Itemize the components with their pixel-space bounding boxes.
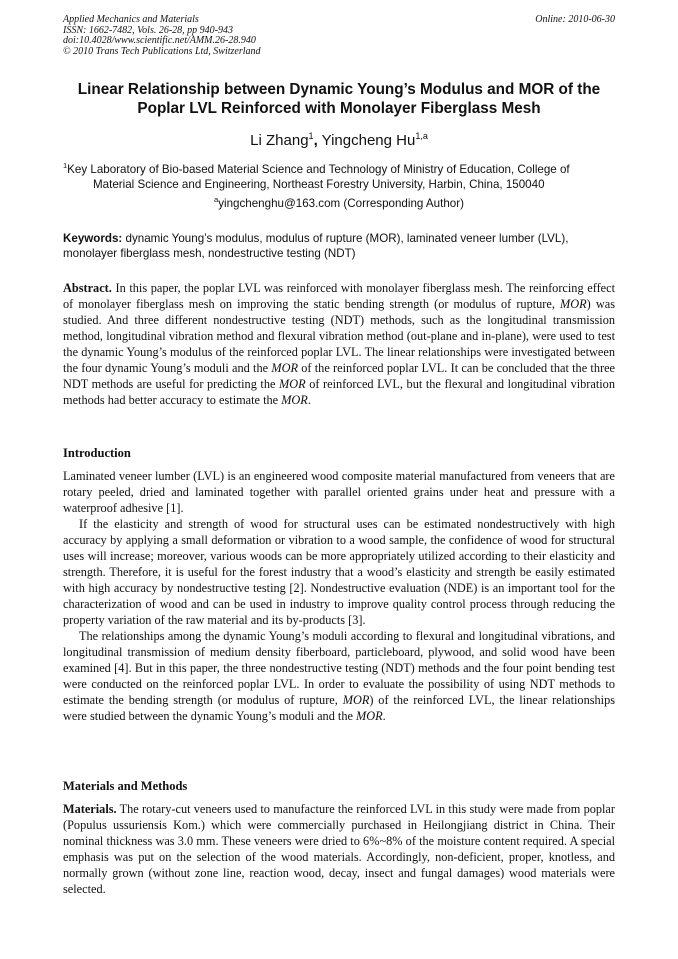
author-affiliation-mark: 1	[308, 131, 314, 141]
abstract-paragraph	[63, 280, 615, 408]
email-mark: a	[214, 195, 219, 204]
copyright-line: © 2010 Trans Tech Publications Ltd, Switzerland	[63, 45, 261, 57]
author-name: Yingcheng Hu	[317, 132, 416, 149]
materials-label: Materials.	[63, 802, 117, 816]
corresponding-email	[40, 195, 638, 210]
abstract-term: MOR	[279, 377, 306, 391]
affiliation-mark: 1	[63, 161, 68, 170]
section-heading-introduction: Introduction	[63, 446, 131, 460]
abstract-text: In this paper, the poplar LVL was reinforced with monolayer fiberglass mesh. The reinforcing effect of monolayer fiberglass mesh on improving the static bending strength (or modulus of rupture,	[63, 281, 615, 311]
intro-text: ) of the reinforced LVL, the linear relationships were studied between the dynamic Young’s moduli and the	[63, 693, 615, 723]
paper-title	[40, 80, 638, 118]
materials-paragraph	[63, 801, 615, 897]
abstract-text: of the reinforced poplar LVL. It can be concluded that the three NDT methods are useful for predicting the	[63, 361, 615, 391]
online-date: Online: 2010-06-30	[535, 14, 615, 25]
keywords-text: dynamic Young’s modulus, modulus of rupture (MOR), laminated veneer lumber (LVL), monolayer fiberglass mesh, nondestructive testing (NDT)	[63, 232, 569, 260]
title-line-2: Poplar LVL Reinforced with Monolayer Fiberglass Mesh	[137, 100, 541, 117]
intro-text: The relationships among the dynamic Young’s moduli according to flexural and longitudinal vibrations, and longitudinal transmission of medium density fiberboard, particleboard, plywood, and solid wood have been examined [4]. But in this paper, the three nondestructive testing (NDT) methods and the four point bending test were conducted on the reinforced poplar LVL. In order to evaluate the possibility of using NDT methods to estimate the bending strength (or modulus of rupture,	[63, 629, 615, 707]
intro-paragraph-1: Laminated veneer lumber (LVL) is an engineered wood composite material manufactured from veneers that are rotary peeled, dried and laminated together with parallel oriented grains under heat and pressure with a waterproof adhesive [1].	[63, 469, 615, 515]
intro-paragraph-2: If the elasticity and strength of wood for structural uses can be estimated nondestructively with high accuracy by applying a small deformation or vibration to a wood sample, the confidence of wood for structural uses will increase; moreover, various woods can be more appropriately utilized according to their elasticity and strength. Therefore, it is useful for the forest industry that a wood’s elasticity and strength be easily estimated with high accuracy by nondestructive testing [2]. Nondestructive evaluation (NDE) is an important tool for the characterization of wood and can be used in industry to improve quality control process through reducing the property variation of the raw material and its by-products [3].	[63, 517, 615, 627]
materials-text: The rotary-cut veneers used to manufacture the reinforced LVL in this study were made from poplar (Populus ussuriensis Kom.) which were commercially purchased in Heilongjiang district in China. Their nominal thickness was 3.0 mm. These veneers were dried to 6%~8% of the moisture content required. A special emphasis was put on the selection of the wood materials. Accordingly, non-deficient, proper, knotless, and normally grown (without zone line, reaction wood, decay, insect and fungal damages) wood materials were selected.	[63, 802, 615, 896]
abstract-text: of reinforced LVL, but the flexural and longitudinal vibration methods had better accuracy to estimate the	[63, 377, 615, 407]
abstract-label: Abstract.	[63, 281, 112, 295]
author-separator: ,	[313, 132, 318, 149]
affiliation-line-1: Key Laboratory of Bio-based Material Science and Technology of Ministry of Education, College of	[67, 163, 570, 176]
keywords-label: Keywords:	[63, 232, 123, 245]
introduction-body	[63, 468, 615, 724]
title-line-1: Linear Relationship between Dynamic Young’s Modulus and MOR of the	[77, 81, 601, 98]
abstract-text: .	[307, 393, 311, 407]
doi-line: doi:10.4028/www.scientific.net/AMM.26-28.940	[63, 35, 256, 47]
abstract-term: MOR	[560, 297, 587, 311]
materials-body	[63, 801, 615, 897]
intro-text: .	[382, 709, 386, 723]
abstract-text: ) was studied. And three different nondestructive testing (NDT) methods, such as the longitudinal transmission method, longitudinal vibration method and flexural vibration method (out-plane and in-plane), were used to test the dynamic Young’s modulus of the reinforced poplar LVL. The linear relationships were investigated between the four dynamic Young’s moduli and the	[63, 297, 615, 375]
journal-header	[63, 15, 615, 57]
affiliation-line-2: Material Science and Engineering, Northeast Forestry University, Harbin, China, 150040	[93, 178, 545, 191]
abstract-term: MOR	[271, 361, 298, 375]
section-heading-materials-methods: Materials and Methods	[63, 779, 188, 793]
journal-name: Applied Mechanics and Materials	[63, 14, 199, 25]
email-text: yingchenghu@163.com (Corresponding Author)	[218, 197, 464, 210]
abstract	[63, 280, 615, 408]
author-affiliation-mark: 1,a	[415, 131, 428, 141]
author-name: Li Zhang	[250, 132, 309, 149]
affiliation	[63, 158, 615, 192]
keywords	[63, 231, 615, 261]
intro-paragraph-3	[63, 628, 615, 724]
issn-line: ISSN: 1662-7482, Vols. 26-28, pp 940-943	[63, 24, 233, 36]
abstract-term: MOR	[281, 393, 308, 407]
intro-term: MOR	[356, 709, 383, 723]
intro-term: MOR	[342, 693, 370, 707]
author-list	[40, 131, 638, 149]
